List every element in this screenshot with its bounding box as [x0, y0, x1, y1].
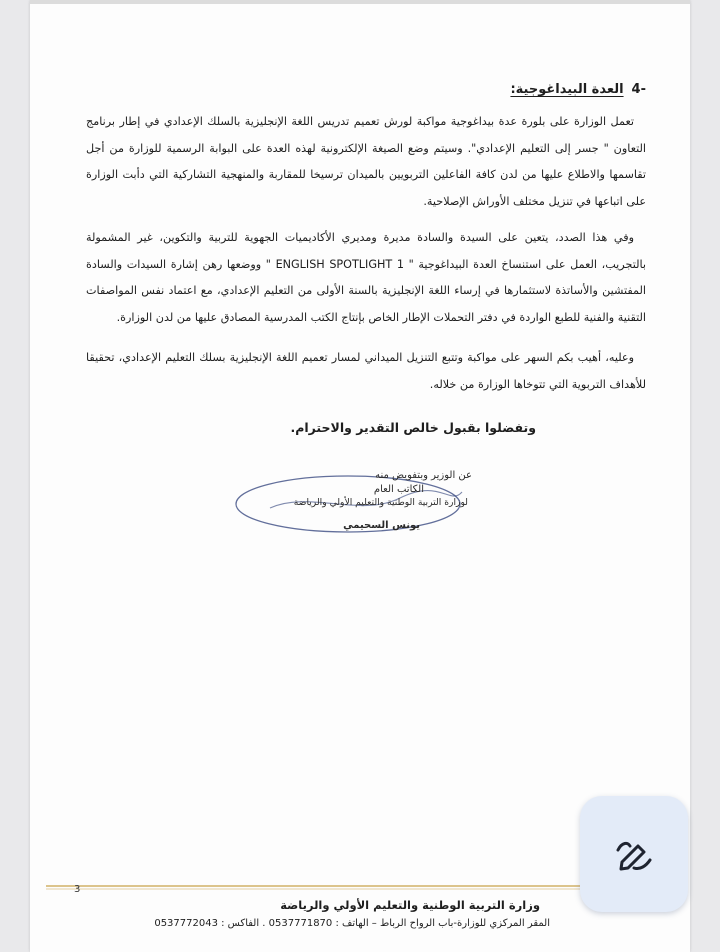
signature-line-1: عن الوزير وبتفويض منه [375, 470, 472, 481]
edit-button[interactable] [580, 796, 688, 912]
top-divider [30, 0, 690, 4]
signature-stamp [230, 468, 480, 543]
section-number: -4 [631, 82, 646, 97]
page-number: 3 [74, 884, 81, 895]
paragraph-2: وفي هذا الصدد، يتعين على السيدة والسادة مديرة ومديري الأكاديميات الجهوية للتربية والتكوين، غير المشمولة بالتجريب، العمل على استنساخ العدة البيداغوجية " ENGLISH SPOTLIGHT 1 " ووضعها رهن إشارة السيدات والسادة المفتشين والأساتذة لاستثمارها في إرساء اللغة الإنجليزية بالسنة الأولى من التعليم الإعدادي، مع اعتماد نفس المواصفات التقنية والفنية للطبع الواردة في دفتر التحملات الإطار الخاص بإنتاج الكتب المدرسية المصادق عليها من لدن الوزارة. [86, 231, 646, 324]
footer-ministry: وزارة التربية الوطنية والتعليم الأولي والرياضة [280, 898, 540, 912]
footer-address: المقر المركزي للوزارة-باب الرواح الرباط – الهاتف : 0537771870 . الفاكس : 0537772043 [154, 918, 550, 929]
section-heading [86, 82, 646, 97]
signature-line-3: لوزارة التربية الوطنية والتعليم الأولي والرياضة [293, 497, 468, 508]
section-title: العدة البيداغوجية: [510, 82, 624, 97]
paragraph-1: تعمل الوزارة على بلورة عدة بيداغوجية مواكبة لورش تعميم تدريس اللغة الإنجليزية بالسلك الإعدادي في إطار برنامج التعاون " جسر إلى التعليم الإعدادي". وسيتم وضع الصيغة الإلكترونية لهذه العدة على البوابة الرسمية للوزارة من أجل تقاسمها والاطلاع عليها من لدن كافة الفاعلين التربويين بالميدان ترسيخا للمقاربة والمنهجية التشاركية التي دأبت الوزارة على اتباعها في تنزيل مختلف الأوراش الإصلاحية. [86, 115, 646, 208]
edit-pen-icon [612, 832, 656, 876]
signatory-name: يونس السحيمي [343, 520, 420, 531]
paragraph-3: وعليه، أهيب بكم السهر على مواكبة وتتبع التنزيل الميداني لمسار تعميم اللغة الإنجليزية بسلك التعليم الإعدادي، تحقيقا للأهداف التربوية التي تتوخاها الوزارة من خلاله. [86, 351, 646, 391]
closing-line: وتفضلوا بقبول خالص التقدير والاحترام. [290, 420, 536, 435]
signature-line-2: الكاتب العام [373, 484, 424, 495]
letter-body [86, 82, 646, 435]
